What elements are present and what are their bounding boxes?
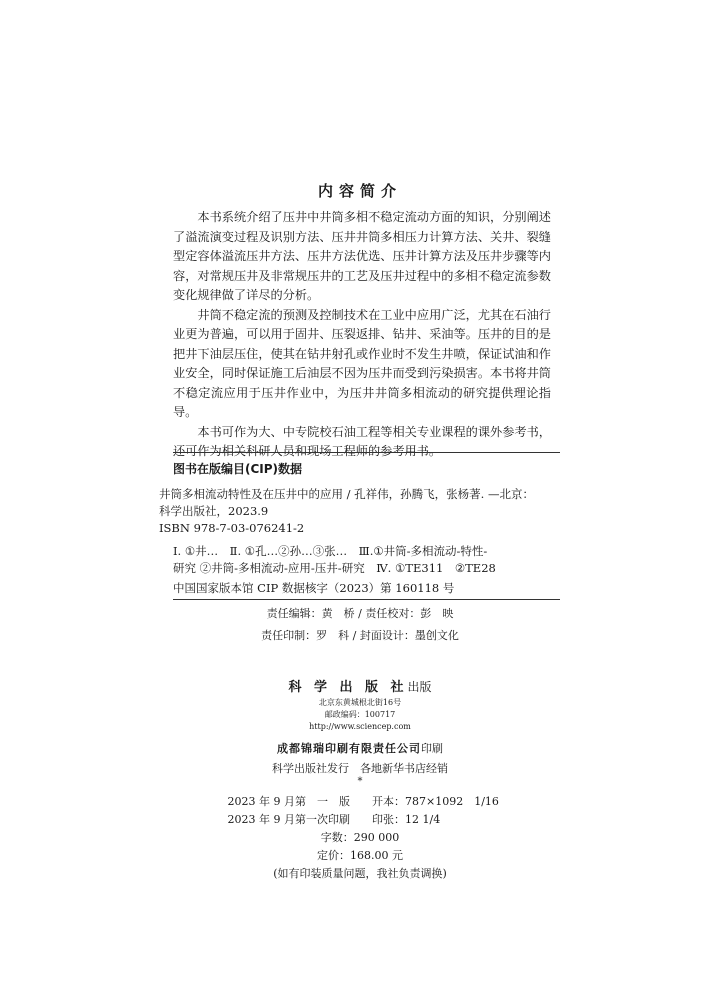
content-summary xyxy=(173,208,551,462)
quality-notice: (如有印装质量问题，我社负责调换) xyxy=(273,867,447,880)
word-count: 字数：290 000 xyxy=(320,831,400,844)
publisher-name-text: 科 学 出 版 社 xyxy=(288,680,408,695)
print-date: 2023 年 9 月第一次印刷 xyxy=(227,813,350,826)
summary-paragraph: 井筒不稳定流的预测及控制技术在工业中应用广泛，尤其在石油行业更为普遍，可以用于固井、压裂返排、钻井、采油等。压井的目的是把井下油层压住，使其在钻井射孔或作业时不发生井喷，保证试油和作业安全，同时保证施工后油层不因为压井而受到污染损害。本书将井筒不稳定流应用于压井作业中，为压井井筒多相流动的研究提供理论指导。 xyxy=(173,307,551,419)
separator-star: * xyxy=(357,776,363,787)
publisher-suffix: 出版 xyxy=(407,680,432,694)
summary-paragraph: 本书可作为大、中专院校石油工程等相关专业课程的课外参考书，还可作为相关科研人员和现场工程师的参考用书。 xyxy=(173,424,551,458)
cip-line: 井筒多相流动特性及在压井中的应用 / 孔祥伟，孙腾飞，张杨著. —北京： xyxy=(159,487,534,501)
summary-paragraph: 本书系统介绍了压井中井筒多相不稳定流动方面的知识，分别阐述了溢流演变过程及识别方法、压井井筒多相压力计算方法、关井、裂缝型定容体溢流压井方法、压井方法优选、压井计算方法及压井步骤等内容，对常规压井及非常规压井的工艺及压井过程中的多相不稳定流参数变化规律做了详尽的分析。 xyxy=(173,210,551,302)
cip-title: 图书在版编目(CIP)数据 xyxy=(173,462,303,476)
distribution-line: 科学出版社发行 各地新华书店经销 xyxy=(272,762,448,775)
cip-classification xyxy=(173,543,560,577)
production-credits: 责任印制：罗 科 / 封面设计：墨创文化 xyxy=(261,629,459,642)
sheet-count: 印张：12 1/4 xyxy=(372,813,441,826)
editor-credits: 责任编辑：黄 桥 / 责任校对：彭 映 xyxy=(266,607,454,620)
page-title: 内容简介 xyxy=(317,182,402,200)
cip-main-entry xyxy=(159,486,560,537)
printer-suffix: 印刷 xyxy=(421,742,443,755)
cip-line: ISBN 978-7-03-076241-2 xyxy=(159,521,305,535)
cip-line: Ⅰ. ①井… Ⅱ. ①孔…②孙…③张… Ⅲ.①井筒-多相流动-特性- xyxy=(173,544,488,558)
edition-row xyxy=(200,811,530,829)
printer-name: 成都锦瑞印刷有限责任公司 xyxy=(277,742,421,755)
printer-line xyxy=(0,740,720,756)
edition-info xyxy=(200,793,530,829)
price: 定价：168.00 元 xyxy=(317,849,403,862)
edition-date: 2023 年 9 月第 一 版 xyxy=(227,795,350,808)
publisher-website: http://www.sciencep.com xyxy=(309,722,411,731)
format-size: 开本：787×1092 1/16 xyxy=(372,795,499,808)
publisher-address: 北京东黄城根北街16号 xyxy=(318,698,402,707)
divider-top xyxy=(173,452,560,453)
publisher-postcode: 邮政编码：100717 xyxy=(324,710,396,719)
cip-line: 科学出版社，2023.9 xyxy=(159,504,269,518)
publisher-name xyxy=(0,676,720,695)
divider-bottom xyxy=(173,599,560,600)
publisher-address-block xyxy=(0,697,720,733)
edition-row xyxy=(200,793,530,811)
cip-line: 研究 ②井筒-多相流动-应用-压井-研究 Ⅳ. ①TE311 ②TE28 xyxy=(173,561,496,575)
cip-number: 中国国家版本馆 CIP 数据核字（2023）第 160118 号 xyxy=(173,581,455,595)
